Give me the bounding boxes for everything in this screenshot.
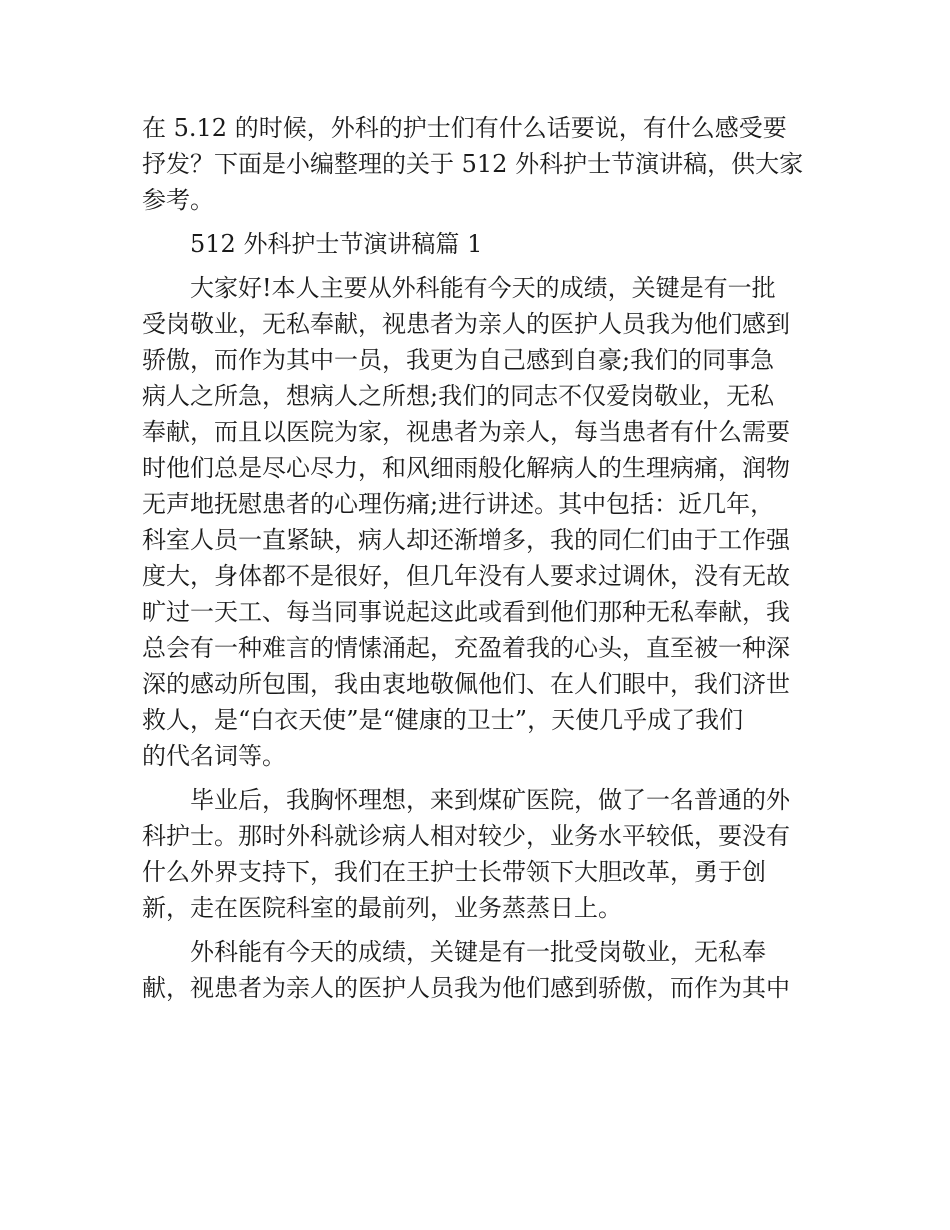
text-line: 病人之所急，想病人之所想;我们的同志不仅爱岗敬业，无私 (142, 382, 775, 410)
text-line: 无声地抚慰患者的心理伤痛;进行讲述。其中包括：近几年， (142, 490, 775, 518)
text-line: 的代名词等。 (142, 742, 286, 770)
text-line: 在 5.12 的时候，外科的护士们有什么话要说，有什么感受要 (142, 114, 787, 142)
text-line: 抒发？下面是小编整理的关于 512 外科护士节演讲稿，供大家 (142, 150, 804, 178)
speech-paragraph-1 (142, 270, 814, 774)
text-line: 什么外界支持下，我们在王护士长带领下大胆改革，勇于创 (142, 858, 766, 886)
text-line: 骄傲，而作为其中一员，我更为自己感到自豪;我们的同事急 (142, 346, 775, 374)
text-line: 深的感动所包围，我由衷地敬佩他们、在人们眼中，我们济世 (142, 670, 790, 698)
speech-paragraph-3 (142, 934, 814, 1006)
document-body (142, 110, 814, 1006)
text-line: 献，视患者为亲人的医护人员我为他们感到骄傲，而作为其中 (142, 974, 790, 1002)
text-line: 旷过一天工、每当同事说起这此或看到他们那种无私奉献，我 (142, 598, 790, 626)
text-line: 总会有一种难言的情愫涌起，充盈着我的心头，直至被一种深 (142, 634, 790, 662)
text-line: 参考。 (142, 186, 214, 214)
section-heading: 512 外科护士节演讲稿篇 1 (190, 230, 483, 258)
text-line: 救人，是“白衣天使”是“健康的卫士”，天使几乎成了我们 (142, 706, 744, 734)
text-line: 受岗敬业，无私奉献，视患者为亲人的医护人员我为他们感到 (142, 310, 790, 338)
text-line: 科室人员一直紧缺，病人却还渐增多，我的同仁们由于工作强 (142, 526, 790, 554)
speech-paragraph-2 (142, 782, 814, 926)
text-line: 科护士。那时外科就诊病人相对较少，业务水平较低，要没有 (142, 822, 790, 850)
text-line: 大家好!本人主要从外科能有今天的成绩，关键是有一批 (190, 274, 776, 302)
text-line: 毕业后，我胸怀理想，来到煤矿医院，做了一名普通的外 (190, 786, 790, 814)
intro-paragraph (142, 110, 814, 218)
text-line: 时他们总是尽心尽力，和风细雨般化解病人的生理病痛，润物 (142, 454, 790, 482)
text-line: 新，走在医院科室的最前列，业务蒸蒸日上。 (142, 894, 622, 922)
text-line: 度大，身体都不是很好，但几年没有人要求过调休，没有无故 (142, 562, 790, 590)
text-line: 外科能有今天的成绩，关键是有一批受岗敬业，无私奉 (190, 938, 766, 966)
text-line: 奉献，而且以医院为家，视患者为亲人，每当患者有什么需要 (142, 418, 790, 446)
